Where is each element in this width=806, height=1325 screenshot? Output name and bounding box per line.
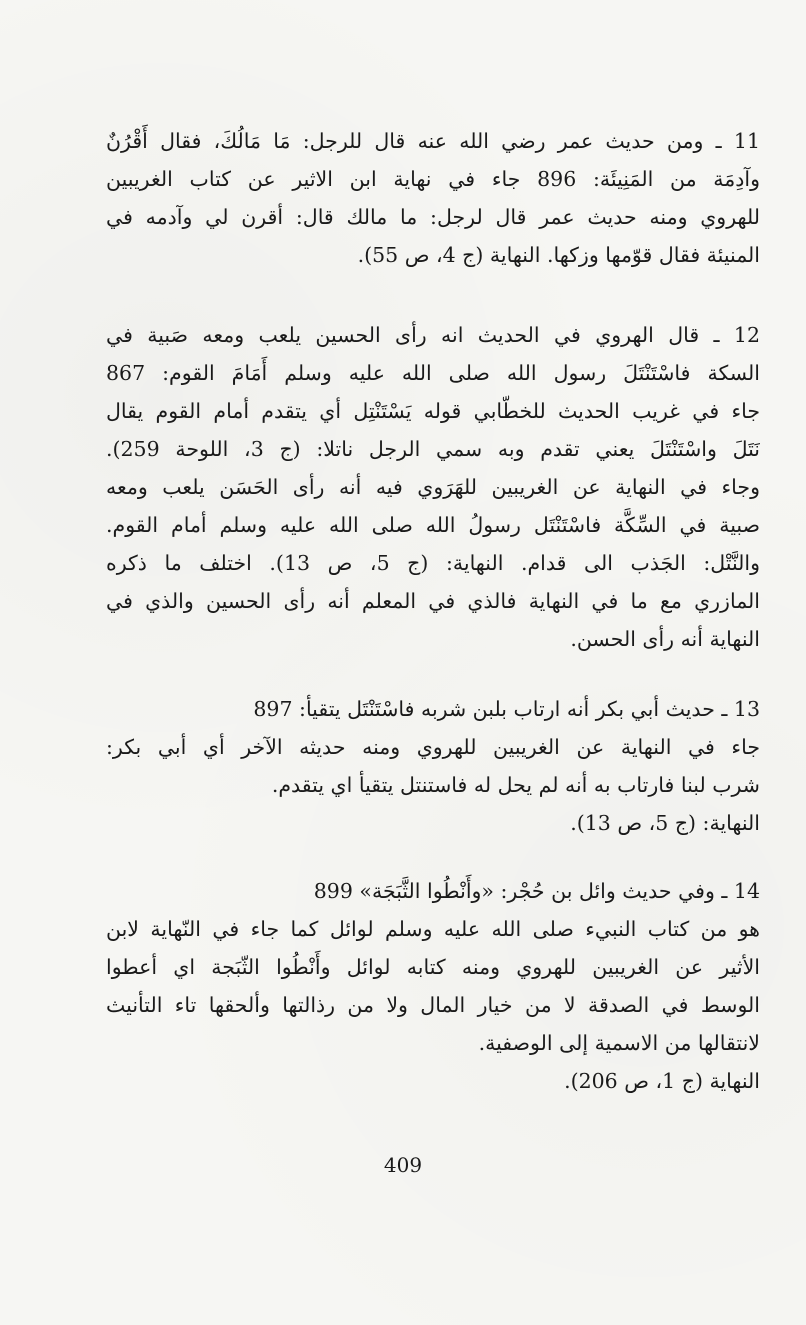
text-line: صبية في السِّكَّة فاسْتَنْتَل رسولُ الله صلى الله عليه وسلم أمام القوم. bbox=[106, 513, 760, 537]
text-line: وجاء في النهاية عن الغريبين للهَرَوي فيه أنه رأى الحَسَن يلعب ومعه bbox=[106, 475, 760, 499]
text-line: 11 ـ ومن حديث عمر رضي الله عنه قال للرجل: مَا مَالُكَ، فقال أَقْرُنٌ bbox=[106, 129, 760, 153]
text-line: السكة فاسْتَنْتَلَ رسول الله صلى الله عليه وسلم أَمَامَ القوم: 867 bbox=[106, 361, 760, 385]
page-number: 409 bbox=[383, 1153, 423, 1177]
text-line: 14 ـ وفي حديث وائل بن حُجْر: «وأَنْطُوا الثَّبَجَة» 899 bbox=[313, 879, 760, 903]
text-line: المازري مع ما في النهاية فالذي في المعلم أنه رأى الحسين والذي في bbox=[106, 589, 760, 613]
text-line: النهاية أنه رأى الحسن. bbox=[570, 627, 760, 651]
paragraph-13 bbox=[106, 690, 760, 842]
text-line: 13 ـ حديث أبي بكر أنه ارتاب بلبن شربه فاسْتَنْتَل يتقيأ: 897 bbox=[253, 697, 760, 721]
text-line: النهاية: (ج 5، ص 13). bbox=[570, 811, 760, 835]
text-line: وآدِمَة من المَنِيئَة: 896 جاء في نهاية ابن الاثير عن كتاب الغريبين bbox=[106, 167, 760, 191]
text-line: الوسط في الصدقة لا من خيار المال ولا من رذالتها وألحقها تاء التأنيث bbox=[106, 993, 760, 1017]
text-line: هو من كتاب النبيء صلى الله عليه وسلم لوائل كما جاء في النّهاية لابن bbox=[106, 917, 760, 941]
text-line: جاء في غريب الحديث للخطّابي قوله يَسْتَنْتِل أي يتقدم أمام القوم يقال bbox=[106, 399, 760, 423]
text-line: جاء في النهاية عن الغريبين للهروي ومنه حديثه الآخر أي أبي بكر: bbox=[106, 735, 760, 759]
text-line: 12 ـ قال الهروي في الحديث انه رأى الحسين يلعب ومعه صَبية في bbox=[106, 323, 760, 347]
paragraph-11 bbox=[106, 122, 760, 274]
text-line: نَتَلَ واسْتَنْتَلَ يعني تقدم وبه سمي الرجل ناتلا: (ج 3، اللوحة 259). bbox=[106, 437, 760, 461]
text-line: المنيئة فقال قوّمها وزكها. النهاية (ج 4، ص 55). bbox=[357, 243, 760, 267]
text-line: للهروي ومنه حديث عمر قال لرجل: ما مالك قال: أقرن لي وآدمه في bbox=[106, 205, 760, 229]
paragraph-14 bbox=[106, 872, 760, 1100]
text-line: شرب لبنا فارتاب به أنه لم يحل له فاستنتل يتقيأ اي يتقدم. bbox=[271, 773, 760, 797]
text-line: والنَّتْل: الجَذب الى قدام. النهاية: (ج 5، ص 13). اختلف ما ذكره bbox=[106, 551, 760, 575]
text-line: النهاية (ج 1، ص 206). bbox=[564, 1069, 760, 1093]
text-line: لانتقالها من الاسمية إلى الوصفية. bbox=[478, 1031, 760, 1055]
text-line: الأثير عن الغريبين للهروي ومنه كتابه لوائل وأَنْطُوا الثّبَجة اي أعطوا bbox=[106, 955, 760, 979]
paragraph-12 bbox=[106, 316, 760, 658]
